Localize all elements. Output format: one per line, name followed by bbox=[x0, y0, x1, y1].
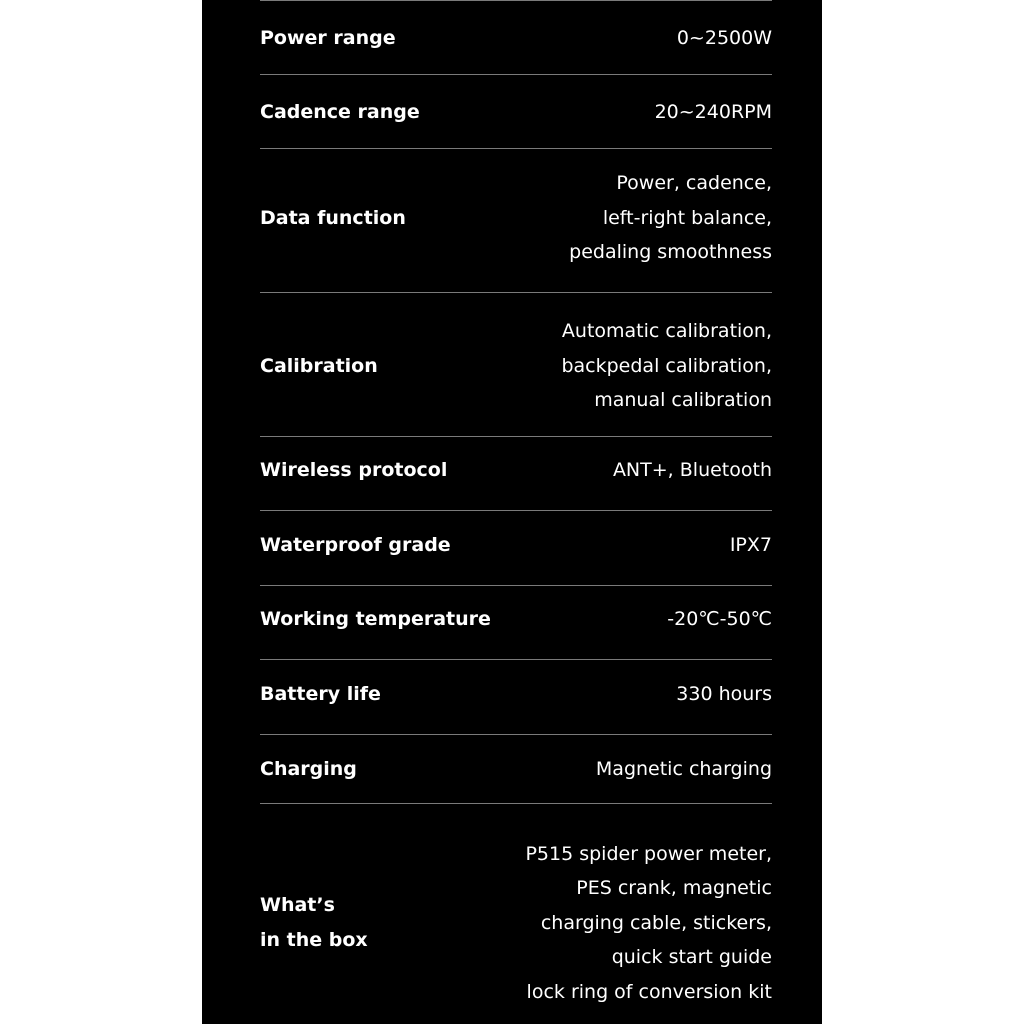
spec-label: Working temperature bbox=[260, 608, 491, 630]
spec-label: What’s in the box bbox=[260, 894, 368, 951]
spec-value: Magnetic charging bbox=[595, 758, 772, 781]
spec-value: 330 hours bbox=[676, 683, 772, 706]
divider bbox=[260, 436, 772, 437]
divider bbox=[260, 803, 772, 804]
divider bbox=[260, 734, 772, 735]
divider bbox=[260, 292, 772, 293]
spec-row-power-range bbox=[260, 21, 772, 56]
spec-row-whats-in-the-box bbox=[260, 836, 772, 1010]
spec-value: ANT+, Bluetooth bbox=[612, 459, 772, 482]
spec-value: 0~2500W bbox=[676, 27, 772, 50]
spec-label: Cadence range bbox=[260, 101, 420, 123]
spec-value: Automatic calibration, backpedal calibration, manual calibration bbox=[561, 320, 772, 412]
divider bbox=[260, 585, 772, 586]
spec-row-battery-life bbox=[260, 677, 772, 712]
spec-value: IPX7 bbox=[729, 534, 772, 557]
spec-label: Calibration bbox=[260, 354, 378, 377]
spec-row-charging bbox=[260, 752, 772, 787]
spec-label: Charging bbox=[260, 758, 357, 780]
spec-value: P515 spider power meter, PES crank, magnetic charging cable, stickers, quick start guide lock ring of conversion kit bbox=[525, 842, 772, 1003]
spec-label: Waterproof grade bbox=[260, 534, 451, 556]
spec-row-wireless-protocol bbox=[260, 453, 772, 488]
spec-label: Wireless protocol bbox=[260, 459, 448, 481]
divider bbox=[260, 0, 772, 1]
spec-value: Power, cadence, left-right balance, pedaling smoothness bbox=[569, 172, 772, 264]
spec-row-waterproof-grade bbox=[260, 528, 772, 563]
divider bbox=[260, 74, 772, 75]
spec-label: Power range bbox=[260, 27, 396, 49]
spec-value: -20℃-50℃ bbox=[667, 608, 772, 631]
divider bbox=[260, 659, 772, 660]
spec-row-cadence-range bbox=[260, 95, 772, 130]
spec-row-calibration bbox=[260, 314, 772, 418]
divider bbox=[260, 148, 772, 149]
spec-panel bbox=[202, 0, 822, 1024]
divider bbox=[260, 510, 772, 511]
spec-row-data-function bbox=[260, 166, 772, 270]
spec-label: Battery life bbox=[260, 683, 381, 705]
spec-row-working-temperature bbox=[260, 602, 772, 637]
spec-label: Data function bbox=[260, 206, 406, 229]
spec-value: 20~240RPM bbox=[654, 101, 772, 124]
